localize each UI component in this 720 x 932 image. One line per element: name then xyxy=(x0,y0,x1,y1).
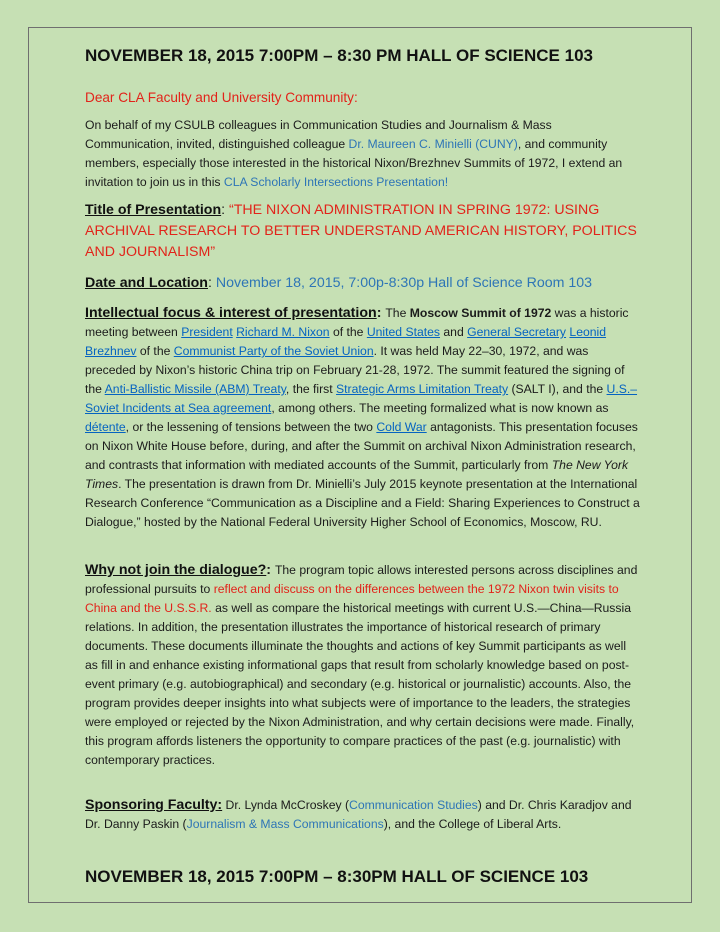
summit-name: Moscow Summit of 1972 xyxy=(409,306,552,320)
link-united-states[interactable]: United States xyxy=(366,325,441,339)
title-section xyxy=(85,200,640,263)
focus-text: , among others. The meeting formalized what is now known as xyxy=(271,401,609,415)
dialogue-text: The program topic allows interested persons across disciplines and professional pursuits to xyxy=(85,563,638,596)
date-label: Date and Location xyxy=(85,275,208,291)
sponsor-text: ), and the College of Liberal Arts. xyxy=(383,817,562,831)
focus-text: The xyxy=(385,306,410,320)
sponsor-text: ) and Dr. Chris Karadjov and Dr. Danny Paskin ( xyxy=(85,798,632,831)
link-leonid-brezhnev[interactable]: Leonid Brezhnev xyxy=(85,325,607,358)
label-separator: : xyxy=(207,275,216,291)
link-incidents-at-sea[interactable]: U.S.–Soviet Incidents at Sea agreement xyxy=(85,382,638,415)
focus-text: (SALT I), and the xyxy=(508,382,607,396)
dialogue-section xyxy=(85,561,640,770)
link-cold-war[interactable]: Cold War xyxy=(376,420,427,434)
link-general-secretary[interactable]: General Secretary xyxy=(467,325,567,339)
label-separator: : xyxy=(221,202,230,218)
label-separator: : xyxy=(376,305,386,321)
focus-text: , or the lessening of tensions between the two xyxy=(125,420,377,434)
presentation-title: “THE NIXON ADMINISTRATION IN SPRING 1972: USING ARCHIVAL RESEARCH TO BETTER UNDERSTAND AMERICAN HISTORY, POLITICS AND JOURNALISM” xyxy=(85,202,637,260)
focus-text: and xyxy=(440,325,468,339)
focus-label: Intellectual focus & interest of presentation xyxy=(85,305,377,321)
link-president[interactable]: President xyxy=(181,325,233,339)
dept-journalism: Journalism & Mass Communications xyxy=(186,817,384,831)
intro-text: On behalf of my CSULB colleagues in Communication Studies and Journalism & Mass Communication, invited, distinguished colleague xyxy=(85,118,552,151)
link-detente[interactable]: détente xyxy=(85,420,126,434)
dept-communication-studies: Communication Studies xyxy=(349,798,478,812)
focus-text: . It was held May 22–30, 1972, and was preceded by Nixon’s historic China trip on February 21-28, 1972. The summit featured the signing of the xyxy=(85,344,625,396)
link-communist-party[interactable]: Communist Party of the Soviet Union xyxy=(173,344,374,358)
focus-text: . The presentation is drawn from Dr. Minielli’s July 2015 keynote presentation at the International Research Conference “Communication as a Discipline and a Field: Sharing Experiences to Construct a Dialogue,” hosted by the National Federal University Higher School of Economics, Moscow, RU. xyxy=(85,477,640,529)
date-section xyxy=(85,273,640,294)
title-label: Title of Presentation xyxy=(85,202,222,218)
footer-event-line: NOVEMBER 18, 2015 7:00PM – 8:30PM HALL OF SCIENCE 103 xyxy=(85,867,589,886)
focus-text: , the first xyxy=(285,382,337,396)
focus-text: of the xyxy=(136,344,174,358)
sponsor-text: Dr. Lynda McCroskey ( xyxy=(222,798,350,812)
link-abm-treaty[interactable]: Anti-Ballistic Missile (ABM) Treaty xyxy=(104,382,286,396)
greeting xyxy=(85,88,640,107)
focus-text: antagonists. This presentation focuses on Nixon White House before, during, and after the Summit on archival Nixon Administration research, and contrasts that information with mediated accounts of the Summit, particularly from xyxy=(85,420,638,472)
sponsor-label: Sponsoring Faculty: xyxy=(85,797,223,813)
colleague-name: Dr. Maureen C. Minielli (CUNY) xyxy=(348,137,518,151)
greeting-text: Dear CLA Faculty and University Community: xyxy=(85,90,358,105)
link-richard-nixon[interactable]: Richard M. Nixon xyxy=(236,325,330,339)
focus-text: of the xyxy=(329,325,367,339)
dialogue-text: as well as compare the historical meetings with current U.S.—China—Russia relations. In addition, the presentation illustrates the importance of historical research of primary documents. These documents illuminate the thoughts and actions of key Summit participants as well as fill in and enhance existing informational gaps that result from scholarly knowledge based on post-event primary (e.g. autobiographical) and secondary (e.g. historical or journalistic) accounts. Also, the program provides deeper insights into what subjects were of importance to the leaders, the strategies were employed or rejected by the Nixon Administration, and why certain decisions were made. Finally, this program affords listeners the opportunity to compare practices of the past (e.g. journalistic) with contemporary practices. xyxy=(85,601,635,767)
dialogue-highlight: reflect and discuss on the differences between the 1972 Nixon twin visits to China and the U.S.S.R. xyxy=(85,582,619,615)
date-location-value: November 18, 2015, 7:00p-8:30p Hall of Science Room 103 xyxy=(215,275,593,291)
focus-section xyxy=(85,304,640,532)
newspaper-title: The New York Times xyxy=(85,458,629,491)
event-name: CLA Scholarly Intersections Presentation! xyxy=(223,175,449,189)
focus-text: was a historic meeting between xyxy=(85,306,629,339)
header-event-line: NOVEMBER 18, 2015 7:00PM – 8:30 PM HALL OF SCIENCE 103 xyxy=(85,46,593,65)
link-salt-treaty[interactable]: Strategic Arms Limitation Treaty xyxy=(336,382,509,396)
label-separator: : xyxy=(266,562,275,578)
sponsor-section xyxy=(85,796,640,834)
intro-paragraph xyxy=(85,116,640,192)
dialogue-label: Why not join the dialogue? xyxy=(85,562,267,578)
intro-text: , and community members, especially those interested in the historical Nixon/Brezhnev Summits of 1972, I extend an invitation to join us in this xyxy=(85,137,623,189)
